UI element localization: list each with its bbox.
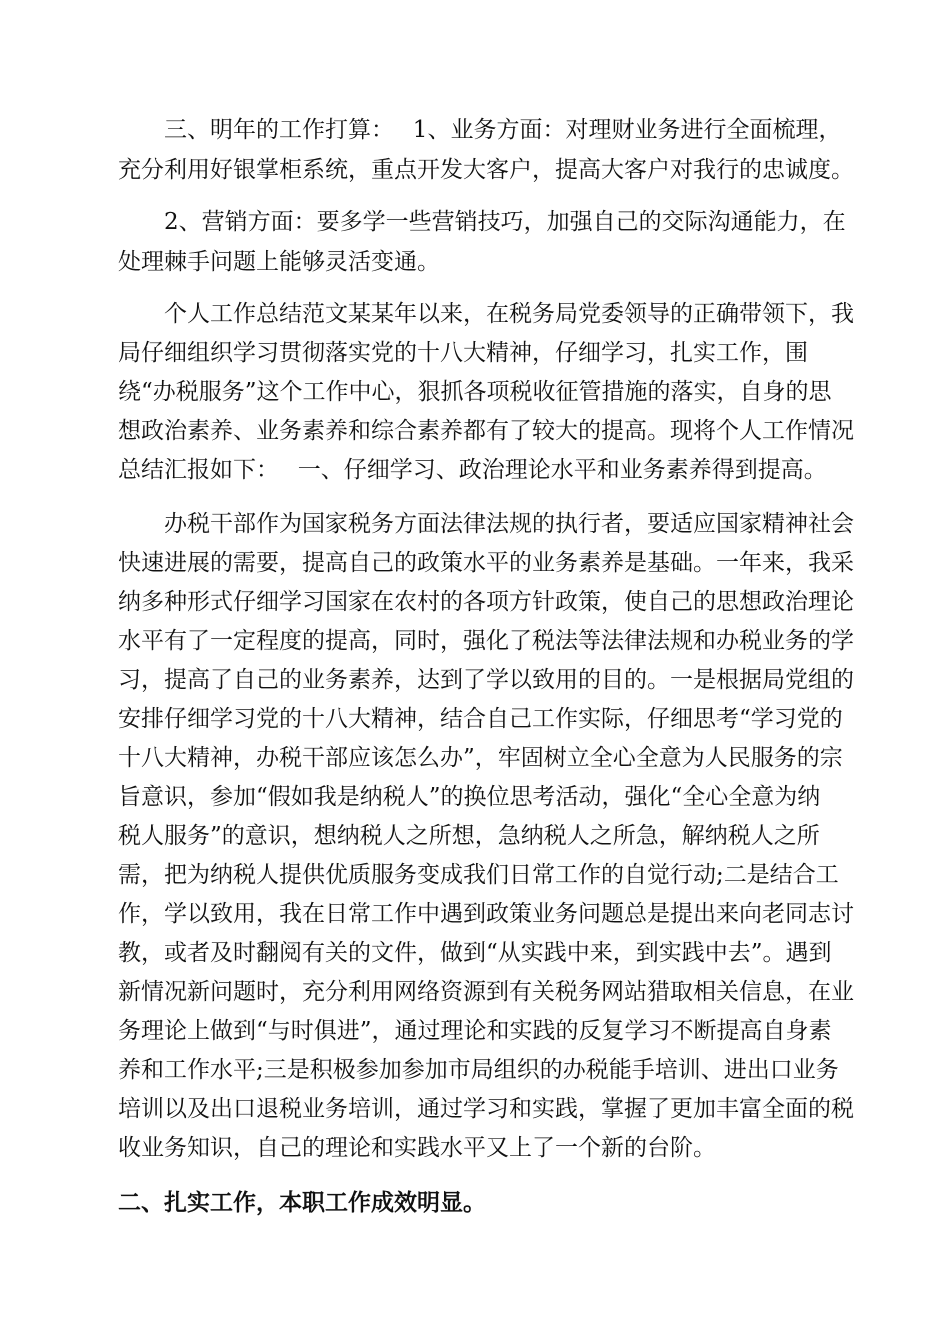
paragraph-4-line-14: 务理论上做到“与时俱进”，通过理论和实践的反复学习不断提高自身素 [118, 1018, 832, 1044]
paragraph-4-line-13: 新情况新问题时，充分利用网络资源到有关税务网站猎取相关信息，在业 [118, 979, 854, 1005]
paragraph-3-line-2: 局仔细组织学习贯彻落实党的十八大精神，仔细学习，扎实工作，围 [118, 340, 808, 366]
paragraph-4-line-7: 十八大精神，办税干部应该怎么办”，牢固树立全心全意为人民服务的宗 [118, 745, 843, 771]
paragraph-1-line-2: 充分利用好银掌柜系统，重点开发大客户，提高大客户对我行的忠诚度。 [118, 157, 854, 183]
paragraph-3-line-1: 个人工作总结范文某某年以来，在税务局党委领导的正确带领下，我 [118, 301, 854, 327]
paragraph-4-line-16: 培训以及出口退税业务培训，通过学习和实践，掌握了更加丰富全面的税 [118, 1096, 854, 1122]
paragraph-2-line-1: 2、营销方面：要多学一些营销技巧，加强自己的交际沟通能力，在 [118, 209, 846, 235]
paragraph-4-line-17: 收业务知识，自己的理论和实践水平又上了一个新的台阶。 [118, 1135, 716, 1161]
paragraph-1-line-1: 三、明年的工作打算： 1、业务方面：对理财业务进行全面梳理， [118, 117, 842, 143]
paragraph-4-line-12: 教，或者及时翻阅有关的文件，做到“从实践中来，到实践中去”。遇到 [118, 940, 832, 966]
paragraph-4-line-9: 税人服务”的意识，想纳税人之所想，急纳税人之所急，解纳税人之所 [118, 823, 820, 849]
paragraph-4-line-3: 纳多种形式仔细学习国家在农村的各项方针政策，使自己的思想政治理论 [118, 589, 854, 615]
paragraph-4-line-4: 水平有了一定程度的提高，同时，强化了税法等法律法规和办税业务的学 [118, 628, 854, 654]
paragraph-4-line-15: 养和工作水平;三是积极参加参加市局组织的办税能手培训、进出口业务 [118, 1057, 839, 1083]
paragraph-4-line-10: 需，把为纳税人提供优质服务变成我们日常工作的自觉行动;二是结合工 [118, 862, 839, 888]
paragraph-4-line-11: 作，学以致用，我在日常工作中遇到政策业务问题总是提出来向老同志讨 [118, 901, 854, 927]
paragraph-4-line-2: 快速进展的需要，提高自己的政策水平的业务素养是基础。一年来，我采 [118, 550, 854, 576]
paragraph-4-line-8: 旨意识，参加“假如我是纳税人”的换位思考活动，强化“全心全意为纳 [118, 784, 821, 810]
paragraph-4-line-6: 安排仔细学习党的十八大精神，结合自己工作实际，仔细思考“学习党的 [118, 706, 843, 732]
paragraph-2-line-2: 处理棘手问题上能够灵活变通。 [118, 249, 440, 275]
section-heading: 二、扎实工作，本职工作成效明显。 [118, 1190, 486, 1216]
paragraph-4-line-5: 习，提高了自己的业务素养，达到了学以致用的目的。一是根据局党组的 [118, 667, 854, 693]
paragraph-3-line-5: 总结汇报如下： 一、仔细学习、政治理论水平和业务素养得到提高。 [118, 457, 827, 483]
paragraph-4-line-1: 办税干部作为国家税务方面法律法规的执行者，要适应国家精神社会 [118, 511, 854, 537]
paragraph-3-line-4: 想政治素养、业务素养和综合素养都有了较大的提高。现将个人工作情况 [118, 418, 854, 444]
paragraph-3-line-3: 绕“办税服务”这个工作中心，狠抓各项税收征管措施的落实，自身的思 [118, 379, 832, 405]
